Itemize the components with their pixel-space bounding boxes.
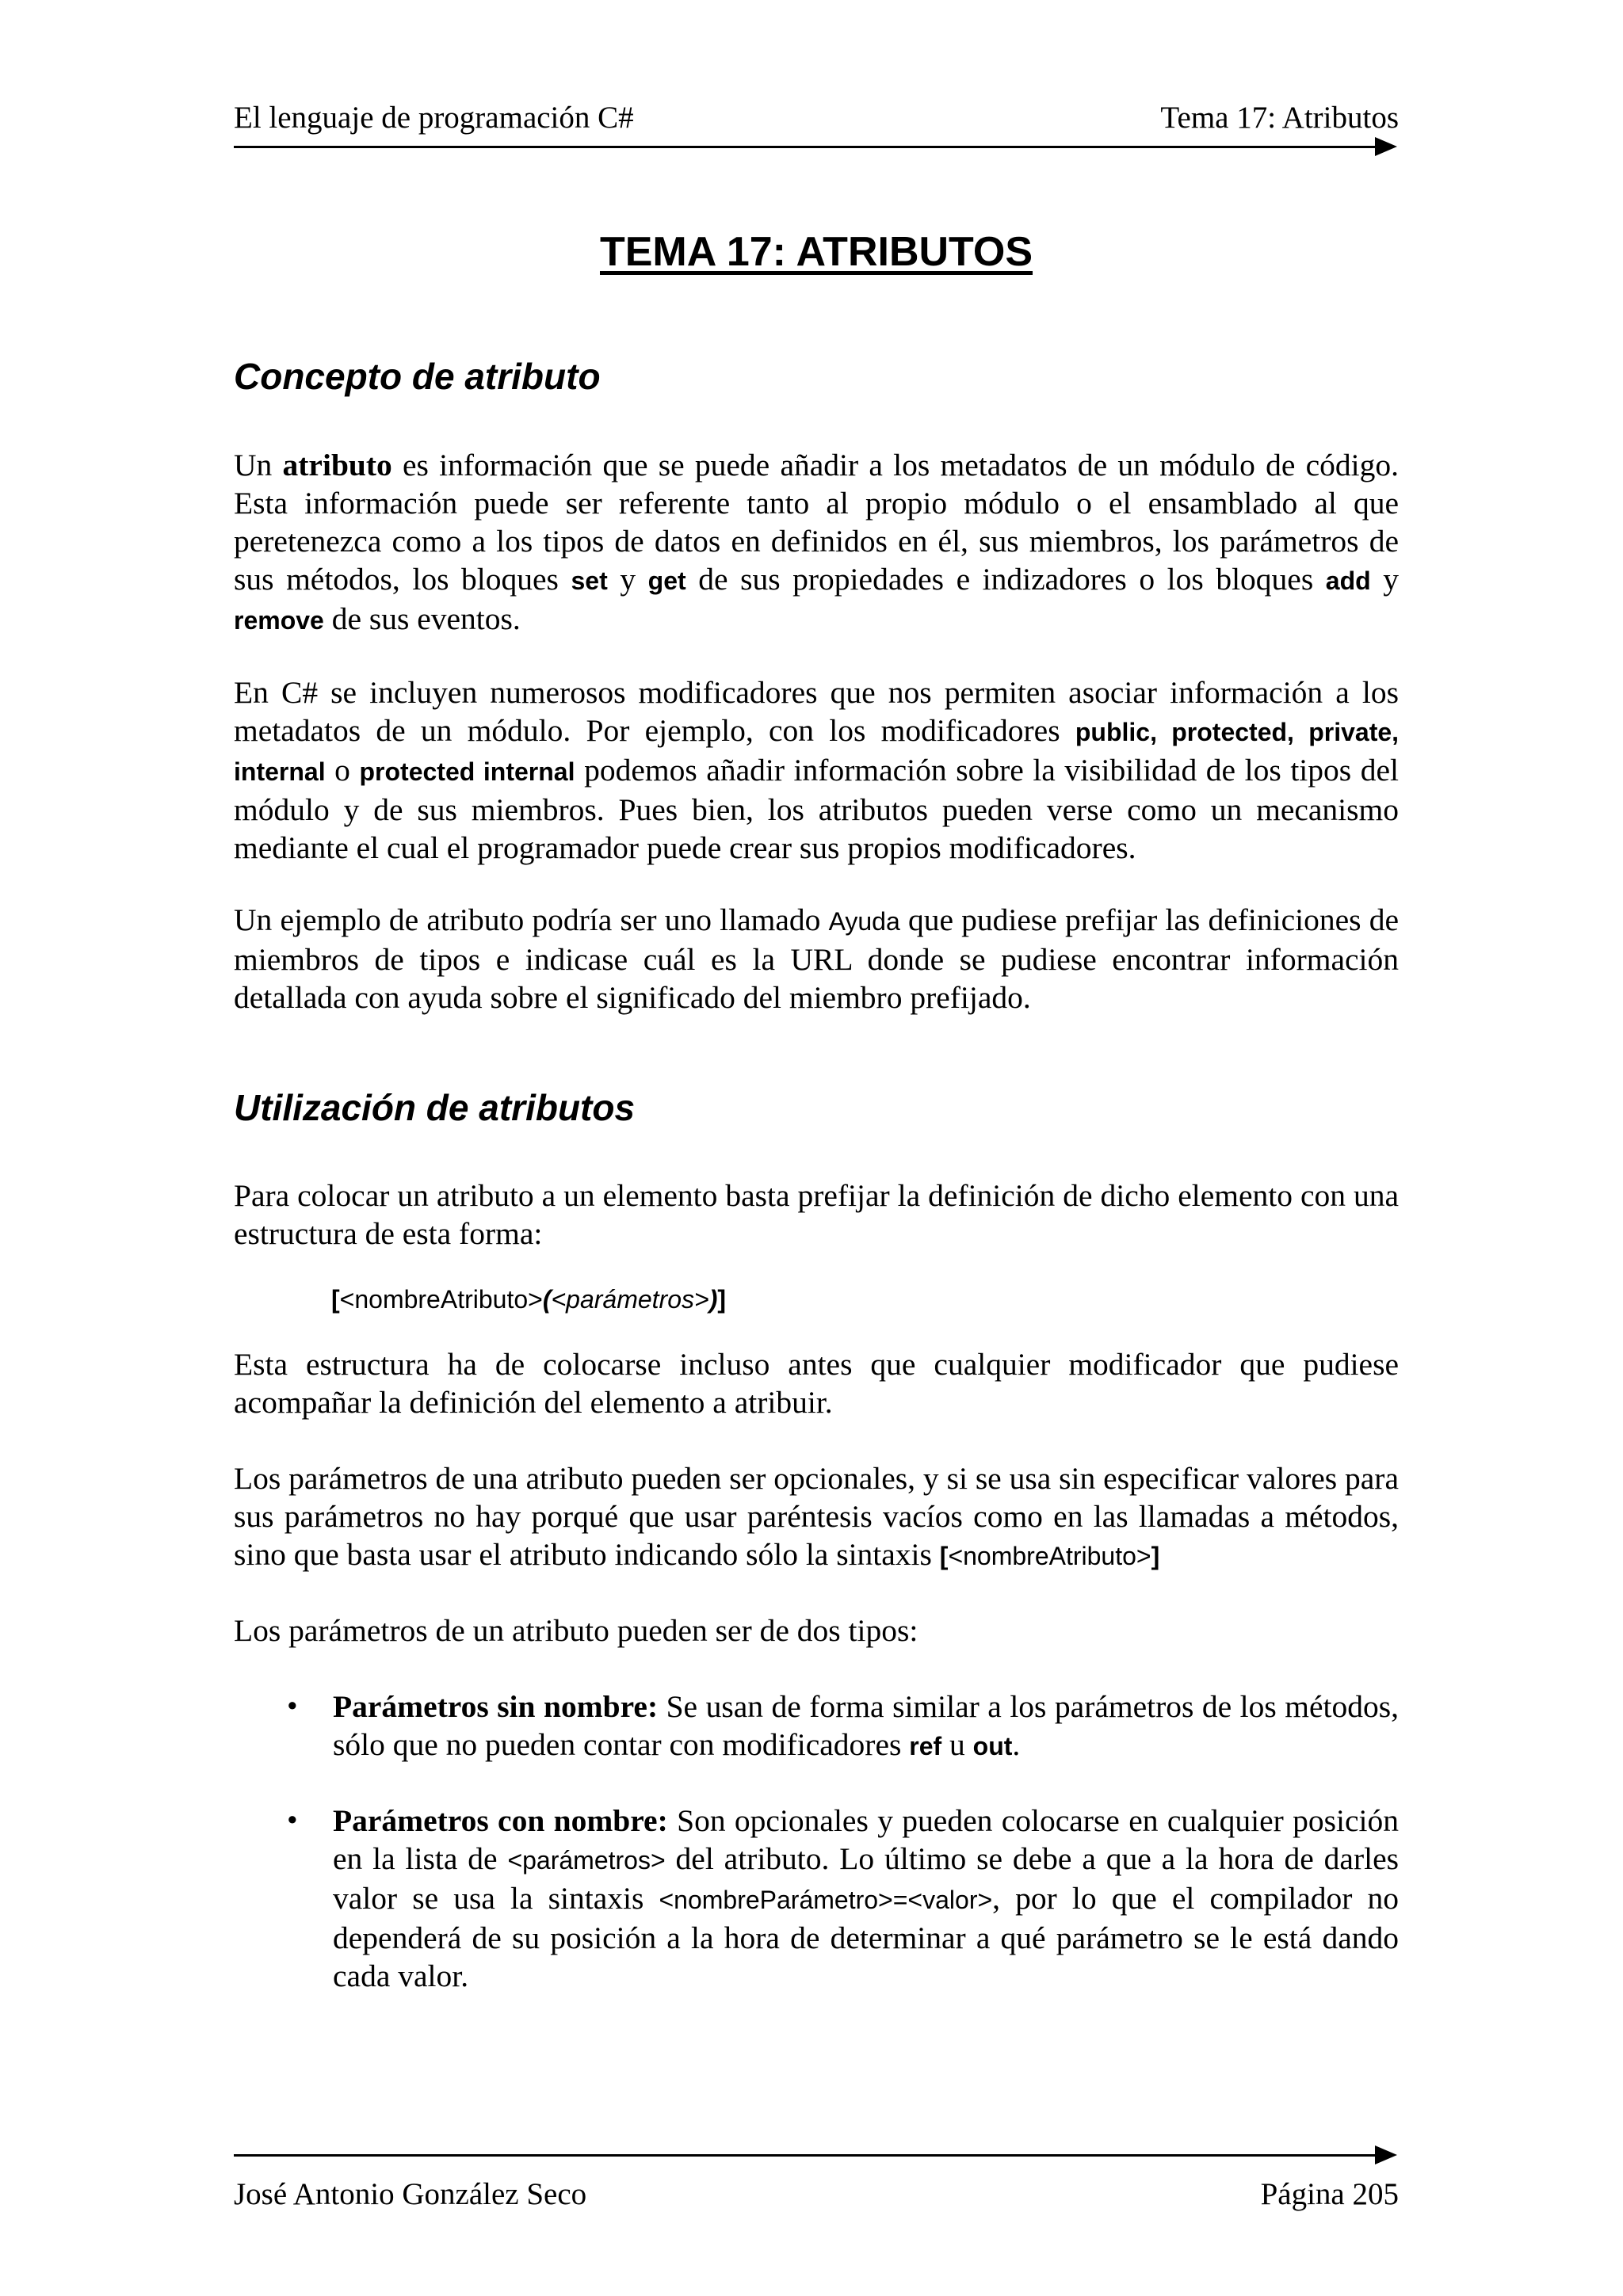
keyword-protected: protected <box>1171 718 1288 746</box>
code-nombre-parametro: <nombreParámetro>=<valor> <box>659 1886 993 1914</box>
text: . <box>1012 1727 1021 1762</box>
text: Se usan de forma similar a los parámetros de los métodos, sólo que no pueden contar con modificadores <box>333 1689 1399 1762</box>
page-header <box>234 102 1399 133</box>
bullet-item-con-nombre <box>333 1802 1399 1995</box>
footer-arrow-icon <box>1375 2145 1397 2164</box>
keyword-protected-internal: protected internal <box>359 757 575 786</box>
text: Son opcionales y pueden colocarse en cualquier posición en la lista de <box>333 1803 1399 1876</box>
paren: ) <box>708 1285 718 1314</box>
paragraph-concepto-1 <box>234 446 1399 639</box>
text: o <box>325 753 360 788</box>
separator: , <box>1392 718 1400 746</box>
bullet-term: Parámetros sin nombre: <box>333 1689 659 1724</box>
code-parametros: <parámetros> <box>507 1846 666 1875</box>
keyword-private: private <box>1308 718 1392 746</box>
text: es información que se puede añadir a los metadatos de un módulo de código. Esta información puede ser referente tanto al propio módulo o el ensamblado al que peretenezca como a los tipos de datos en definidos en él, sus miembros, los parámetros de sus métodos, los bloques <box>234 448 1399 597</box>
text: que pudiese prefijar las definiciones de miembros de tipos e indicase cuál es la URL donde se pudiese encontrar información detallada con ayuda sobre el significado del miembro prefijado. <box>234 902 1400 1015</box>
keyword-add: add <box>1325 566 1371 595</box>
bracket: ] <box>717 1285 726 1314</box>
syntax-example <box>331 1285 726 1314</box>
text: , por lo que el compilador no dependerá de su posición a la hora de determinar a qué parámetro se le está dando cada valor. <box>333 1881 1399 1993</box>
text: y <box>1370 562 1399 597</box>
bullet-icon: • <box>287 1689 298 1723</box>
footer-page-number: Página 205 <box>1260 2177 1399 2211</box>
bullet-icon: • <box>287 1803 298 1837</box>
header-rule <box>234 146 1375 148</box>
footer-author: José Antonio González Seco <box>234 2177 587 2211</box>
text: Un ejemplo de atributo podría ser uno llamado <box>234 902 829 937</box>
keyword-ref: ref <box>909 1732 942 1760</box>
paragraph-utilizacion-4: Los parámetros de un atributo pueden ser de dos tipos: <box>234 1613 918 1648</box>
header-chapter: Tema 17: Atributos <box>1160 101 1399 135</box>
paragraph-utilizacion-2: Esta estructura ha de colocarse incluso antes que cualquier modificador que pudiese acompañar la definición del elemento a atribuir. <box>234 1347 1399 1420</box>
syntax-params: <parámetros> <box>551 1285 709 1314</box>
text: En C# se incluyen numerosos modificadores que nos permiten asociar información a los metadatos de un módulo. Por ejemplo, con los modificadores <box>234 675 1399 748</box>
paragraph-concepto-3 <box>234 901 1399 1016</box>
text: y <box>607 562 648 597</box>
bracket: [ <box>331 1285 340 1314</box>
bullet-term: Parámetros con nombre: <box>333 1803 668 1838</box>
page-footer <box>234 2179 1399 2210</box>
chapter-title: TEMA 17: ATRIBUTOS <box>599 229 1033 275</box>
text: de sus propiedades e indizadores o los bloques <box>685 562 1326 597</box>
section-heading-utilizacion: Utilización de atributos <box>234 1087 636 1128</box>
text: Los parámetros de una atributo pueden ser opcionales, y si se usa sin especificar valores para sus parámetros no hay porqué que usar paréntesis vacíos como en las llamadas a métodos, sino que basta usar el atributo indicando sólo la sintaxis <box>234 1461 1399 1572</box>
header-book-title: El lenguaje de programación C# <box>234 101 634 135</box>
paragraph-utilizacion-1: Para colocar un atributo a un elemento basta prefijar la definición de dicho elemento con una estructura de esta forma: <box>234 1178 1399 1251</box>
section-heading-concepto: Concepto de atributo <box>234 356 601 397</box>
paren: ( <box>542 1285 552 1314</box>
separator: , <box>1150 718 1172 746</box>
bracket: ] <box>1151 1542 1160 1570</box>
code-ayuda: Ayuda <box>828 907 900 936</box>
paragraph-utilizacion-3 <box>234 1459 1399 1575</box>
text: del atributo. Lo último se debe a que a la hora de darles valor se usa la sintaxis <box>333 1841 1399 1916</box>
header-arrow-icon <box>1375 137 1397 156</box>
keyword-set: set <box>571 566 608 595</box>
bracket: [ <box>939 1542 949 1570</box>
code-nombre-atributo: <nombreAtributo> <box>948 1542 1151 1570</box>
bullet-item-sin-nombre <box>333 1688 1399 1765</box>
keyword-internal: internal <box>234 757 326 786</box>
separator: , <box>1287 718 1309 746</box>
term-atributo: atributo <box>282 448 392 482</box>
keyword-remove: remove <box>234 606 324 635</box>
text: u <box>941 1727 973 1762</box>
keyword-out: out <box>972 1732 1013 1760</box>
keyword-get: get <box>647 566 686 595</box>
syntax-name: <nombreAtributo> <box>339 1285 543 1314</box>
text: de sus eventos. <box>323 601 521 636</box>
keyword-public: public <box>1075 718 1151 746</box>
text: podemos añadir información sobre la visibilidad de los tipos del módulo y de sus miembros. Pues bien, los atributos pueden verse como un mecanismo mediante el cual el programador puede crear sus propios modificadores. <box>234 753 1399 865</box>
text: Un <box>234 448 283 482</box>
paragraph-concepto-2 <box>234 673 1399 867</box>
footer-rule <box>234 2154 1375 2157</box>
